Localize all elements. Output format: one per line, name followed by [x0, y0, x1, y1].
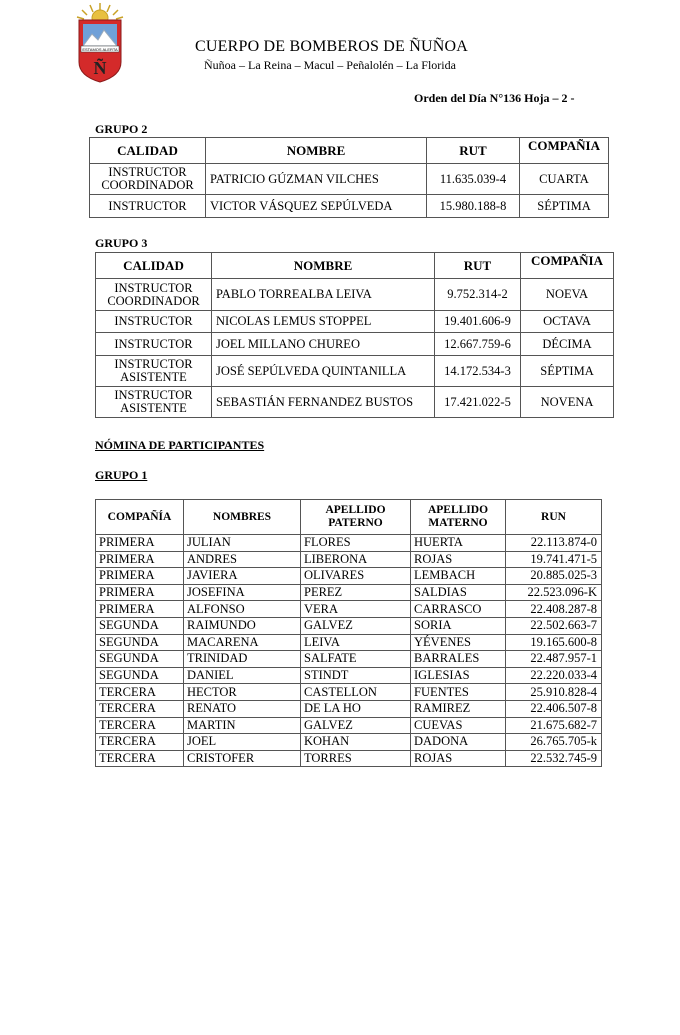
header-nombre: NOMBRE — [206, 138, 427, 164]
cell-apellido-paterno: SALFATE — [301, 651, 411, 668]
cell-compania: CUARTA — [520, 164, 609, 195]
grupo3-table — [95, 252, 614, 418]
nomina-title: NÓMINA DE PARTICIPANTES — [95, 438, 265, 452]
table-row — [96, 684, 602, 701]
cell-compania: TERCERA — [96, 750, 184, 767]
cell-apellido-paterno: TORRES — [301, 750, 411, 767]
cell-compania: TERCERA — [96, 684, 184, 701]
cell-compania: PRIMERA — [96, 551, 184, 568]
header-rut: RUT — [435, 253, 521, 279]
organization-name: CUERPO DE BOMBEROS DE ÑUÑOA — [195, 38, 468, 55]
header-rut: RUT — [427, 138, 520, 164]
cell-apellido-materno: RAMIREZ — [411, 700, 506, 717]
header-apellido-paterno: APELLIDO PATERNO — [301, 500, 411, 535]
cell-compania: NOEVA — [521, 279, 614, 311]
cell-nombres: HECTOR — [184, 684, 301, 701]
svg-text:ESTAMOS ALERTA: ESTAMOS ALERTA — [82, 47, 118, 52]
cell-nombre: PABLO TORREALBA LEIVA — [212, 279, 435, 311]
cell-run: 22.113.874-0 — [506, 535, 602, 552]
cell-nombres: JAVIERA — [184, 568, 301, 585]
cell-nombre: JOSÉ SEPÚLVEDA QUINTANILLA — [212, 356, 435, 387]
cell-compania: TERCERA — [96, 717, 184, 734]
cell-nombres: ALFONSO — [184, 601, 301, 618]
communes-subtitle: Ñuñoa – La Reina – Macul – Peñalolén – La Florida — [204, 58, 456, 72]
table-row — [96, 535, 602, 552]
table-row — [96, 551, 602, 568]
cell-compania: SEGUNDA — [96, 634, 184, 651]
table-header-row — [90, 138, 609, 164]
cell-compania: PRIMERA — [96, 601, 184, 618]
cell-apellido-paterno: CASTELLON — [301, 684, 411, 701]
cell-nombres: JOSEFINA — [184, 584, 301, 601]
cell-compania: PRIMERA — [96, 584, 184, 601]
cell-compania: TERCERA — [96, 700, 184, 717]
cell-apellido-paterno: STINDT — [301, 667, 411, 684]
cell-compania: NOVENA — [521, 387, 614, 418]
cell-apellido-materno: ROJAS — [411, 750, 506, 767]
grupo1-label: GRUPO 1 — [95, 468, 148, 482]
table-row — [96, 568, 602, 585]
cell-apellido-materno: LEMBACH — [411, 568, 506, 585]
cell-apellido-materno: FUENTES — [411, 684, 506, 701]
cell-nombre: SEBASTIÁN FERNANDEZ BUSTOS — [212, 387, 435, 418]
cell-rut: 19.401.606-9 — [435, 311, 521, 333]
table-row — [96, 667, 602, 684]
cell-calidad: INSTRUCTOR COORDINADOR — [90, 164, 206, 195]
cell-nombre: PATRICIO GÚZMAN VILCHES — [206, 164, 427, 195]
cell-run: 22.523.096-K — [506, 584, 602, 601]
cell-rut: 17.421.022-5 — [435, 387, 521, 418]
grupo3-label: GRUPO 3 — [95, 236, 148, 250]
cell-compania: SEGUNDA — [96, 617, 184, 634]
cell-apellido-materno: BARRALES — [411, 651, 506, 668]
cell-nombre: NICOLAS LEMUS STOPPEL — [212, 311, 435, 333]
header-calidad: CALIDAD — [96, 253, 212, 279]
header-calidad: CALIDAD — [90, 138, 206, 164]
header-compania: COMPAÑIA — [520, 138, 609, 164]
cell-nombres: DANIEL — [184, 667, 301, 684]
cell-compania: SÉPTIMA — [520, 195, 609, 218]
cell-calidad: INSTRUCTOR COORDINADOR — [96, 279, 212, 311]
cell-apellido-materno: ROJAS — [411, 551, 506, 568]
cell-nombres: JULIAN — [184, 535, 301, 552]
cell-compania: PRIMERA — [96, 568, 184, 585]
cell-apellido-materno: CARRASCO — [411, 601, 506, 618]
cell-nombres: CRISTOFER — [184, 750, 301, 767]
cell-compania: SEGUNDA — [96, 667, 184, 684]
cell-compania: SÉPTIMA — [521, 356, 614, 387]
table-row — [96, 356, 614, 387]
table-row — [96, 750, 602, 767]
cell-apellido-paterno: DE LA HO — [301, 700, 411, 717]
cell-apellido-paterno: LIBERONA — [301, 551, 411, 568]
table-row — [96, 387, 614, 418]
cell-rut: 15.980.188-8 — [427, 195, 520, 218]
cell-run: 19.165.600-8 — [506, 634, 602, 651]
cell-compania: PRIMERA — [96, 535, 184, 552]
header-nombres: NOMBRES — [184, 500, 301, 535]
order-of-day-line: Orden del Día N°136 Hoja – 2 - — [414, 91, 575, 105]
table-row — [96, 617, 602, 634]
table-row — [96, 700, 602, 717]
grupo2-label: GRUPO 2 — [95, 122, 148, 136]
cell-calidad: INSTRUCTOR ASISTENTE — [96, 387, 212, 418]
participants-table — [95, 499, 602, 767]
cell-nombres: MARTIN — [184, 717, 301, 734]
cell-apellido-paterno: LEIVA — [301, 634, 411, 651]
participants-body — [96, 535, 602, 767]
cell-rut: 11.635.039-4 — [427, 164, 520, 195]
cell-nombres: RAIMUNDO — [184, 617, 301, 634]
header-apellido-materno: APELLIDO MATERNO — [411, 500, 506, 535]
cell-rut: 12.667.759-6 — [435, 333, 521, 356]
cell-apellido-materno: HUERTA — [411, 535, 506, 552]
cell-rut: 9.752.314-2 — [435, 279, 521, 311]
cell-nombre: VICTOR VÁSQUEZ SEPÚLVEDA — [206, 195, 427, 218]
cell-apellido-materno: SORIA — [411, 617, 506, 634]
cell-run: 20.885.025-3 — [506, 568, 602, 585]
cell-apellido-paterno: GALVEZ — [301, 717, 411, 734]
table-row — [96, 311, 614, 333]
table-row — [96, 584, 602, 601]
cell-run: 19.741.471-5 — [506, 551, 602, 568]
cell-apellido-paterno: VERA — [301, 601, 411, 618]
table-row — [96, 734, 602, 751]
header-nombre: NOMBRE — [212, 253, 435, 279]
table-row — [90, 164, 609, 195]
header-run: RUN — [506, 500, 602, 535]
cell-nombres: TRINIDAD — [184, 651, 301, 668]
cell-apellido-paterno: KOHAN — [301, 734, 411, 751]
cell-apellido-materno: DADONA — [411, 734, 506, 751]
fire-department-crest-logo — [74, 2, 126, 84]
cell-compania: SEGUNDA — [96, 651, 184, 668]
cell-calidad: INSTRUCTOR — [90, 195, 206, 218]
table-row — [96, 279, 614, 311]
cell-apellido-paterno: FLORES — [301, 535, 411, 552]
cell-run: 26.765.705-k — [506, 734, 602, 751]
cell-apellido-materno: CUEVAS — [411, 717, 506, 734]
cell-nombres: MACARENA — [184, 634, 301, 651]
header-compania: COMPAÑIA — [521, 253, 614, 279]
header-compania: COMPAÑÍA — [96, 500, 184, 535]
table-row — [96, 333, 614, 356]
cell-nombres: ANDRES — [184, 551, 301, 568]
cell-compania: OCTAVA — [521, 311, 614, 333]
cell-rut: 14.172.534-3 — [435, 356, 521, 387]
cell-calidad: INSTRUCTOR ASISTENTE — [96, 356, 212, 387]
cell-nombres: JOEL — [184, 734, 301, 751]
table-header-row — [96, 500, 602, 535]
cell-apellido-paterno: OLIVARES — [301, 568, 411, 585]
cell-nombre: JOEL MILLANO CHUREO — [212, 333, 435, 356]
cell-run: 22.406.507-8 — [506, 700, 602, 717]
cell-apellido-paterno: GALVEZ — [301, 617, 411, 634]
cell-apellido-materno: SALDIAS — [411, 584, 506, 601]
cell-nombres: RENATO — [184, 700, 301, 717]
cell-run: 25.910.828-4 — [506, 684, 602, 701]
svg-text:Ñ: Ñ — [93, 58, 107, 78]
cell-run: 22.502.663-7 — [506, 617, 602, 634]
table-header-row — [96, 253, 614, 279]
cell-run: 21.675.682-7 — [506, 717, 602, 734]
grupo2-table — [89, 137, 609, 218]
cell-run: 22.408.287-8 — [506, 601, 602, 618]
cell-calidad: INSTRUCTOR — [96, 333, 212, 356]
cell-calidad: INSTRUCTOR — [96, 311, 212, 333]
cell-run: 22.487.957-1 — [506, 651, 602, 668]
cell-compania: TERCERA — [96, 734, 184, 751]
cell-compania: DÉCIMA — [521, 333, 614, 356]
table-row — [96, 634, 602, 651]
cell-apellido-materno: IGLESIAS — [411, 667, 506, 684]
cell-run: 22.220.033-4 — [506, 667, 602, 684]
table-row — [90, 195, 609, 218]
cell-run: 22.532.745-9 — [506, 750, 602, 767]
cell-apellido-paterno: PEREZ — [301, 584, 411, 601]
table-row — [96, 717, 602, 734]
table-row — [96, 601, 602, 618]
cell-apellido-materno: YÉVENES — [411, 634, 506, 651]
table-row — [96, 651, 602, 668]
